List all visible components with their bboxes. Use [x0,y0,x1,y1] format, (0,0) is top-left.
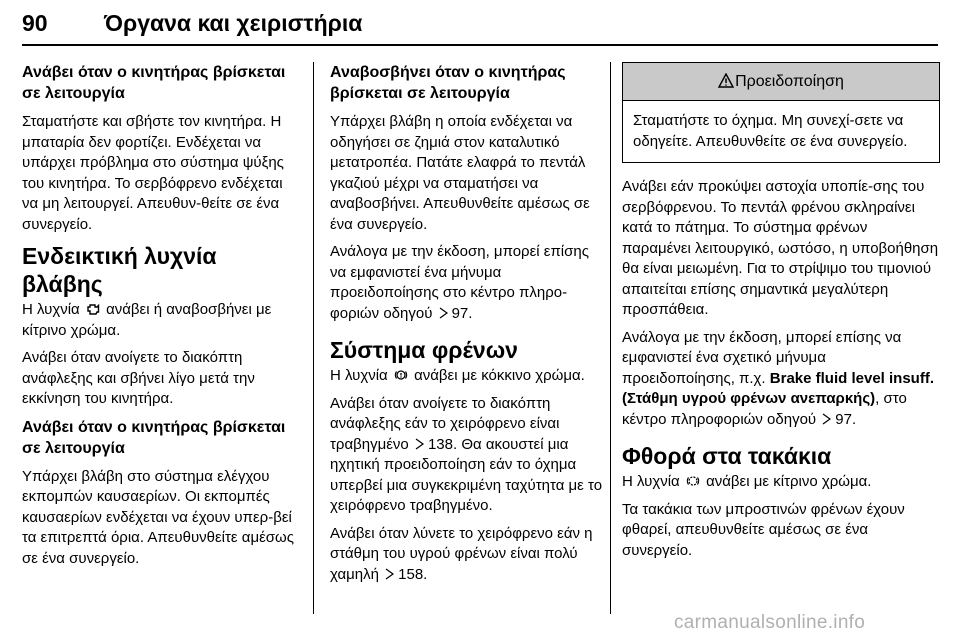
brake-pad-wear-icon [686,474,700,488]
page-header [22,6,938,46]
paragraph: Υπάρχει βλάβη στο σύστημα ελέγχου εκπομπών καυσαερίων. Οι εκπομπές καυσαερίων ενδέχεται να έχουν υπερ-βεί τα επιτρεπτά όρια. Απευθυνθείτε αμέσως σε ένα συνεργείο. [22,467,294,567]
text-run: ανάβει ή αναβοσβήνει με κίτρινο χρώμα. [22,301,272,339]
page-title: Όργανα και χειριστήρια [104,10,363,36]
message-text: Brake fluid level insuff. (Στάθμη υγρού φρένων ανεπαρκής) [622,369,934,407]
paragraph: Τα τακάκια των μπροστινών φρένων έχουν φθαρεί, απευθυνθείτε αμέσως σε ένα συνεργείο. [622,500,905,559]
column-1 [22,62,298,576]
page-reference[interactable]: 97. [451,304,473,322]
section-heading: Ανάβει όταν ο κινητήρας βρίσκεται σε λειτουργία [22,64,286,102]
paragraph [330,366,606,387]
paragraph [622,472,940,493]
text-run: Ανάλογα με την έκδοση, μπορεί επίσης να εμφανιστεί ένα μήνυμα προειδοποίησης στο κέντρο πληρο-φοριών οδηγού [330,243,589,322]
column-divider-2 [610,62,611,614]
text-run: ανάβει με κόκκινο χρώμα. [414,367,585,384]
section-title: Ενδεικτική λυχνία βλάβης [22,243,217,297]
page-reference-arrow-icon [415,438,425,450]
column-divider-1 [313,62,314,614]
section-title: Φθορά στα τακάκια [622,443,832,469]
warning-box [622,62,940,163]
paragraph: Υπάρχει βλάβη η οποία ενδέχεται να οδηγήσει σε ζημιά στον καταλυτικό μετατροπέα. Πατάτε ελαφρά το πεντάλ γκαζιού μέχρι να σταματήσει να αναβοσβήνει. Απευθυνθείτε αμέσως σε ένα συνεργείο. [330,113,590,233]
page-reference[interactable]: 138. [427,435,458,453]
brake-warning-icon [394,368,408,382]
warning-text: Σταματήστε το όχημα. Μη συνεχί-σετε να οδηγείτε. Απευθυνθείτε σε ένα συνεργείο. [633,112,908,150]
paragraph: Ανάβει εάν προκύψει αστοχία υποπίε-σης του σερβόφρενου. Το πεντάλ φρένου σκληραίνει κατά το πάτημα. Το σύστημα φρένων παραμένει λειτουργικό, ωστόσο, η υποβοήθηση θα είναι μειωμένη. Για το στρίψιμο του τιμονιού απαιτείται επίσης σημαντικά μεγαλύτερη προσπάθεια. [622,178,939,318]
paragraph [330,242,606,324]
text-run: Ανάβει όταν λύνετε το χειρόφρενο εάν η στάθμη του υγρού φρένων είναι πολύ χαμηλή [330,524,593,583]
warning-header [623,63,939,101]
page-reference-arrow-icon [822,413,832,425]
page-reference[interactable]: 158. [398,565,428,583]
section-heading: Ανάβει όταν ο κινητήρας βρίσκεται σε λειτουργία [22,418,286,457]
page-reference-arrow-icon [385,568,395,580]
page-reference[interactable]: 97. [835,410,857,428]
warning-triangle-icon [718,73,734,88]
column-2 [330,62,606,592]
paragraph [330,524,606,586]
text-run: Η λυχνία [22,301,80,318]
text-run: Ανάλογα με την έκδοση, μπορεί επίσης να εμφανιστεί ένα σχετικό μήνυμα προειδοποίησης, π.χ. [622,328,902,387]
text-run: Θα ακουστεί μια ηχητική προειδοποίηση εάν το όχημα υπερβεί μια συγκεκριμένη ταχύτητα με το χειρόφρενο τραβηγμένο. [330,435,603,514]
paragraph [622,328,940,431]
warning-title: Προειδοποίηση [735,73,844,90]
page-number: 90 [22,10,48,36]
section-heading: Αναβοσβήνει όταν ο κινητήρας βρίσκεται σε λειτουργία [330,64,566,102]
engine-fault-icon [86,302,100,316]
page-reference-arrow-icon [439,307,449,319]
paragraph: Ανάβει όταν ανοίγετε το διακόπτη ανάφλεξης και σβήνει λίγο μετά την εκκίνηση του κινητήρα. [22,349,255,407]
section-title: Σύστημα φρένων [330,337,518,363]
text-run: Ανάβει όταν ανοίγετε το διακόπτη ανάφλεξης εάν το χειρόφρενο είναι τραβηγμένο [330,394,560,453]
column-3 [622,62,940,568]
text-run: Η λυχνία [622,473,680,490]
text-run: Η λυχνία [330,367,388,384]
paragraph: Σταματήστε και σβήστε τον κινητήρα. Η μπαταρία δεν φορτίζει. Ενδέχεται να υπάρχει πρόβλημα στο σύστημα ψύξης του κινητήρα. Το σερβόφρενο ενδέχεται να μη λειτουργεί. Απευθυν-θείτε σε ένα συνεργείο. [22,113,284,233]
paragraph [330,394,606,517]
watermark: carmanualsonline.info [674,612,866,633]
header-rule [22,44,938,46]
paragraph [22,300,298,341]
text-run: ανάβει με κίτρινο χρώμα. [706,473,872,490]
text-run: , στο κέντρο πληροφοριών οδηγού [622,390,907,428]
